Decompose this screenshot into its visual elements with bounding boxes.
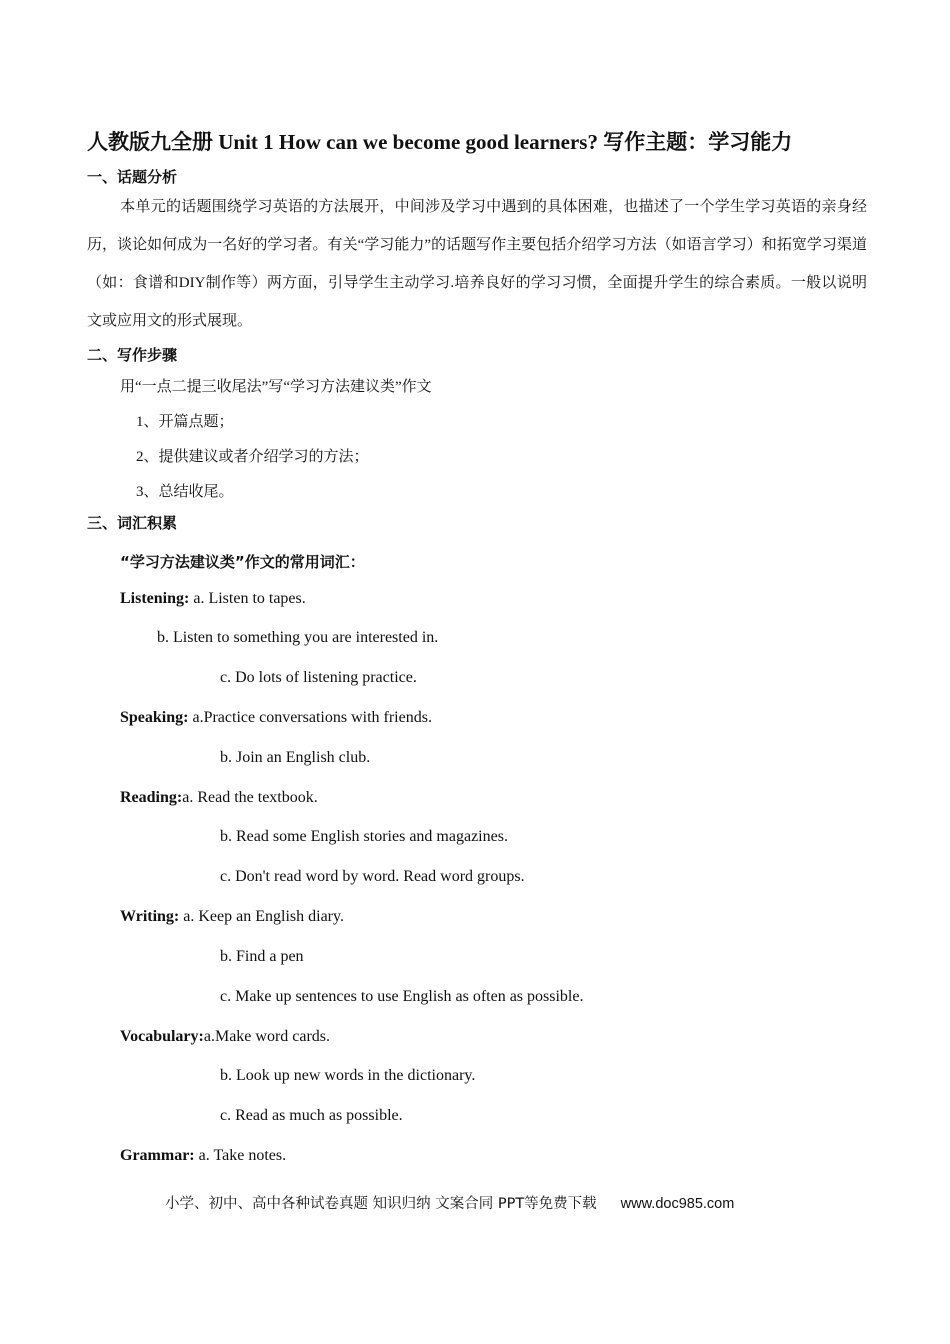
- document-title: 人教版九全册 Unit 1 How can we become good learners? 写作主题：学习能力: [87, 130, 793, 154]
- vocab-item: c. Do lots of listening practice.: [220, 669, 417, 686]
- vocab-item: b. Join an English club.: [220, 749, 371, 766]
- topic-analysis-paragraph: [87, 188, 867, 340]
- writing-step: 1、开篇点题；: [136, 414, 234, 430]
- section-heading-writing-steps: 二、写作步骤: [87, 346, 178, 364]
- vocab-item: b. Read some English stories and magazines.: [220, 828, 508, 845]
- vocab-item: b. Find a pen: [220, 948, 304, 965]
- vocabulary-subheading: “学习方法建议类”作文的常用词汇：: [120, 553, 365, 571]
- vocab-item: a. Listen to tapes.: [193, 590, 306, 607]
- vocab-item: a. Keep an English diary.: [183, 908, 344, 925]
- vocab-item: b. Look up new words in the dictionary.: [220, 1067, 476, 1084]
- section-heading-vocabulary: 三、词汇积累: [87, 514, 178, 532]
- vocab-row: [120, 709, 432, 727]
- vocab-label-reading: Reading:: [120, 789, 183, 806]
- vocab-item: a.Make word cards.: [203, 1028, 331, 1045]
- writing-steps-intro: 用“一点二提三收尾法”写“学习方法建议类”作文: [120, 379, 432, 395]
- footer-text: 小学、初中、高中各种试卷真题 知识归纳 文案合同 PPT等免费下载: [165, 1196, 597, 1212]
- section-heading-topic-analysis: 一、话题分析: [87, 168, 178, 186]
- writing-step: 2、提供建议或者介绍学习的方法；: [136, 449, 369, 465]
- vocab-label-listening: Listening:: [120, 590, 190, 607]
- vocab-item: a. Read the textbook.: [182, 789, 318, 806]
- vocab-item: b. Listen to something you are interested in.: [157, 629, 439, 646]
- footer-url-link[interactable]: www.doc985.com: [620, 1196, 735, 1212]
- vocab-label-writing: Writing:: [120, 908, 180, 925]
- topic-analysis-text: 本单元的话题围绕学习英语的方法展开，中间涉及学习中遇到的具体困难，也描述了一个学生学习英语的亲身经历，谈论如何成为一名好的学习者。有关“学习能力”的话题写作主要包括介绍学习方法（如语言学习）和拓宽学习渠道（如：食谱和DIY制作等）两方面，引导学生主动学习.培养良好的学习习惯，全面提升学生的综合素质。一般以说明文或应用文的形式展现。: [87, 199, 867, 329]
- vocab-row: [120, 590, 306, 608]
- vocab-item: c. Read as much as possible.: [220, 1107, 403, 1124]
- vocab-label-speaking: Speaking:: [120, 709, 189, 726]
- vocab-row: [120, 1028, 330, 1046]
- vocab-item: a.Practice conversations with friends.: [192, 709, 432, 726]
- vocab-label-grammar: Grammar:: [120, 1147, 195, 1164]
- vocab-item: c. Don't read word by word. Read word groups.: [220, 868, 525, 885]
- vocab-row: [120, 1147, 286, 1165]
- vocab-row: [120, 789, 318, 807]
- vocab-item: a. Take notes.: [198, 1147, 287, 1164]
- vocab-label-vocabulary: Vocabulary:: [120, 1028, 204, 1045]
- writing-step: 3、总结收尾。: [136, 484, 234, 500]
- vocab-row: [120, 908, 344, 926]
- page-footer: [165, 1192, 734, 1213]
- vocab-item: c. Make up sentences to use English as often as possible.: [220, 988, 584, 1005]
